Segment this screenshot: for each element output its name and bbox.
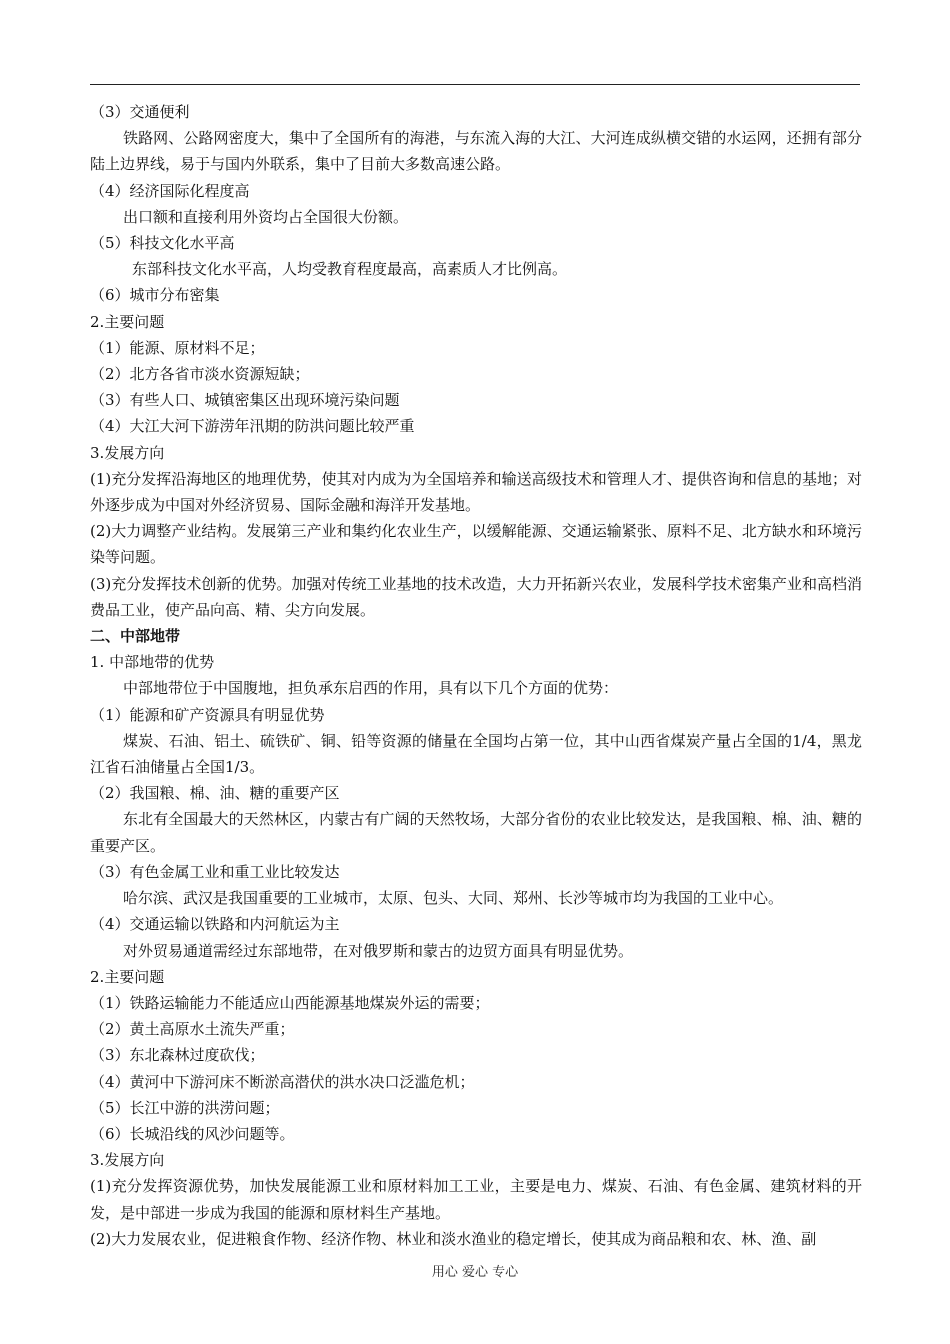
text-line: （6）城市分布密集 [90, 286, 220, 305]
section-heading: 二、中部地带 [90, 627, 181, 646]
paragraph: (2)大力调整产业结构。发展第三产业和集约化农业生产，以缓解能源、交通运输紧张、原料不足、北方缺水和环境污染等问题。 [90, 522, 862, 567]
paragraph: 铁路网、公路网密度大，集中了全国所有的海港，与东流入海的大江、大河连成纵横交错的水运网，还拥有部分陆上边界线，易于与国内外联系，集中了目前大多数高速公路。 [90, 129, 862, 174]
text-line: （5）科技文化水平高 [90, 234, 235, 253]
indented-line: 对外贸易通道需经过东部地带，在对俄罗斯和蒙古的边贸方面具有明显优势。 [123, 941, 634, 960]
header-rule [90, 84, 860, 85]
indented-line: 出口额和直接利用外资均占全国很大份额。 [123, 207, 409, 226]
text-line: （3）交通便利 [90, 103, 190, 121]
text-line: （3）东北森林过度砍伐； [90, 1046, 265, 1065]
text-line: （2）黄土高原水土流失严重； [90, 1020, 295, 1039]
paragraph: (1)充分发挥沿海地区的地理优势，使其对内成为为全国培养和输送高级技术和管理人才、提供咨询和信息的基地；对外逐步成为中国对外经济贸易、国际金融和海洋开发基地。 [90, 469, 862, 515]
paragraph: (2)大力发展农业，促进粮食作物、经济作物、林业和淡水渔业的稳定增长，使其成为商品粮和农、林、渔、副 [90, 1229, 817, 1248]
text-line: （3）有色金属工业和重工业比较发达 [90, 862, 340, 881]
text-line: （4）大江大河下游涝年汛期的防洪问题比较严重 [90, 417, 415, 436]
indented-line: 东部科技文化水平高，人均受教育程度最高，高素质人才比例高。 [132, 260, 568, 279]
paragraph: 煤炭、石油、铝土、硫铁矿、铜、铅等资源的储量在全国均占第一位，其中山西省煤炭产量占全国的1/4，黑龙江省石油储量占全国1/3。 [90, 731, 862, 777]
page-footer: 用心 爱心 专心 [431, 1265, 519, 1280]
text-line: （2）我国粮、棉、油、糖的重要产区 [90, 784, 340, 803]
text-line: 2.主要问题 [90, 312, 165, 331]
text-line: （4）黄河中下游河床不断淤高潜伏的洪水决口泛滥危机； [90, 1072, 475, 1091]
paragraph: (3)充分发挥技术创新的优势。加强对传统工业基地的技术改造，大力开拓新兴农业，发展科学技术密集产业和高档消费品工业，使产品向高、精、尖方向发展。 [90, 574, 862, 619]
text-line: （1）铁路运输能力不能适应山西能源基地煤炭外运的需要； [90, 993, 490, 1012]
text-line: （6）长城沿线的风沙问题等。 [90, 1124, 295, 1143]
indented-line: 中部地带位于中国腹地，担负承东启西的作用，具有以下几个方面的优势： [123, 679, 619, 698]
indented-line: 哈尔滨、武汉是我国重要的工业城市，太原、包头、大同、郑州、长沙等城市均为我国的工业中心。 [123, 889, 784, 908]
text-line: （4）经济国际化程度高 [90, 181, 250, 200]
text-line: 1. 中部地带的优势 [90, 653, 215, 672]
text-line: （3）有些人口、城镇密集区出现环境污染问题 [90, 391, 400, 410]
text-line: 3.发展方向 [90, 1151, 165, 1170]
text-line: （1）能源和矿产资源具有明显优势 [90, 705, 325, 724]
text-line: （5）长江中游的洪涝问题； [90, 1098, 280, 1117]
text-line: （4）交通运输以铁路和内河航运为主 [90, 915, 340, 934]
paragraph: 东北有全国最大的天然林区，内蒙古有广阔的天然牧场，大部分省份的农业比较发达，是我国粮、棉、油、糖的重要产区。 [90, 810, 862, 855]
text-line: （1）能源、原材料不足； [90, 338, 265, 357]
text-line: 3.发展方向 [90, 443, 165, 462]
document-body [90, 99, 862, 1252]
paragraph: (1)充分发挥资源优势，加快发展能源工业和原材料加工工业，主要是电力、煤炭、石油、有色金属、建筑材料的开发，是中部进一步成为我国的能源和原材料生产基地。 [90, 1177, 862, 1222]
text-line: （2）北方各省市淡水资源短缺； [90, 365, 310, 384]
text-line: 2.主要问题 [90, 967, 165, 986]
